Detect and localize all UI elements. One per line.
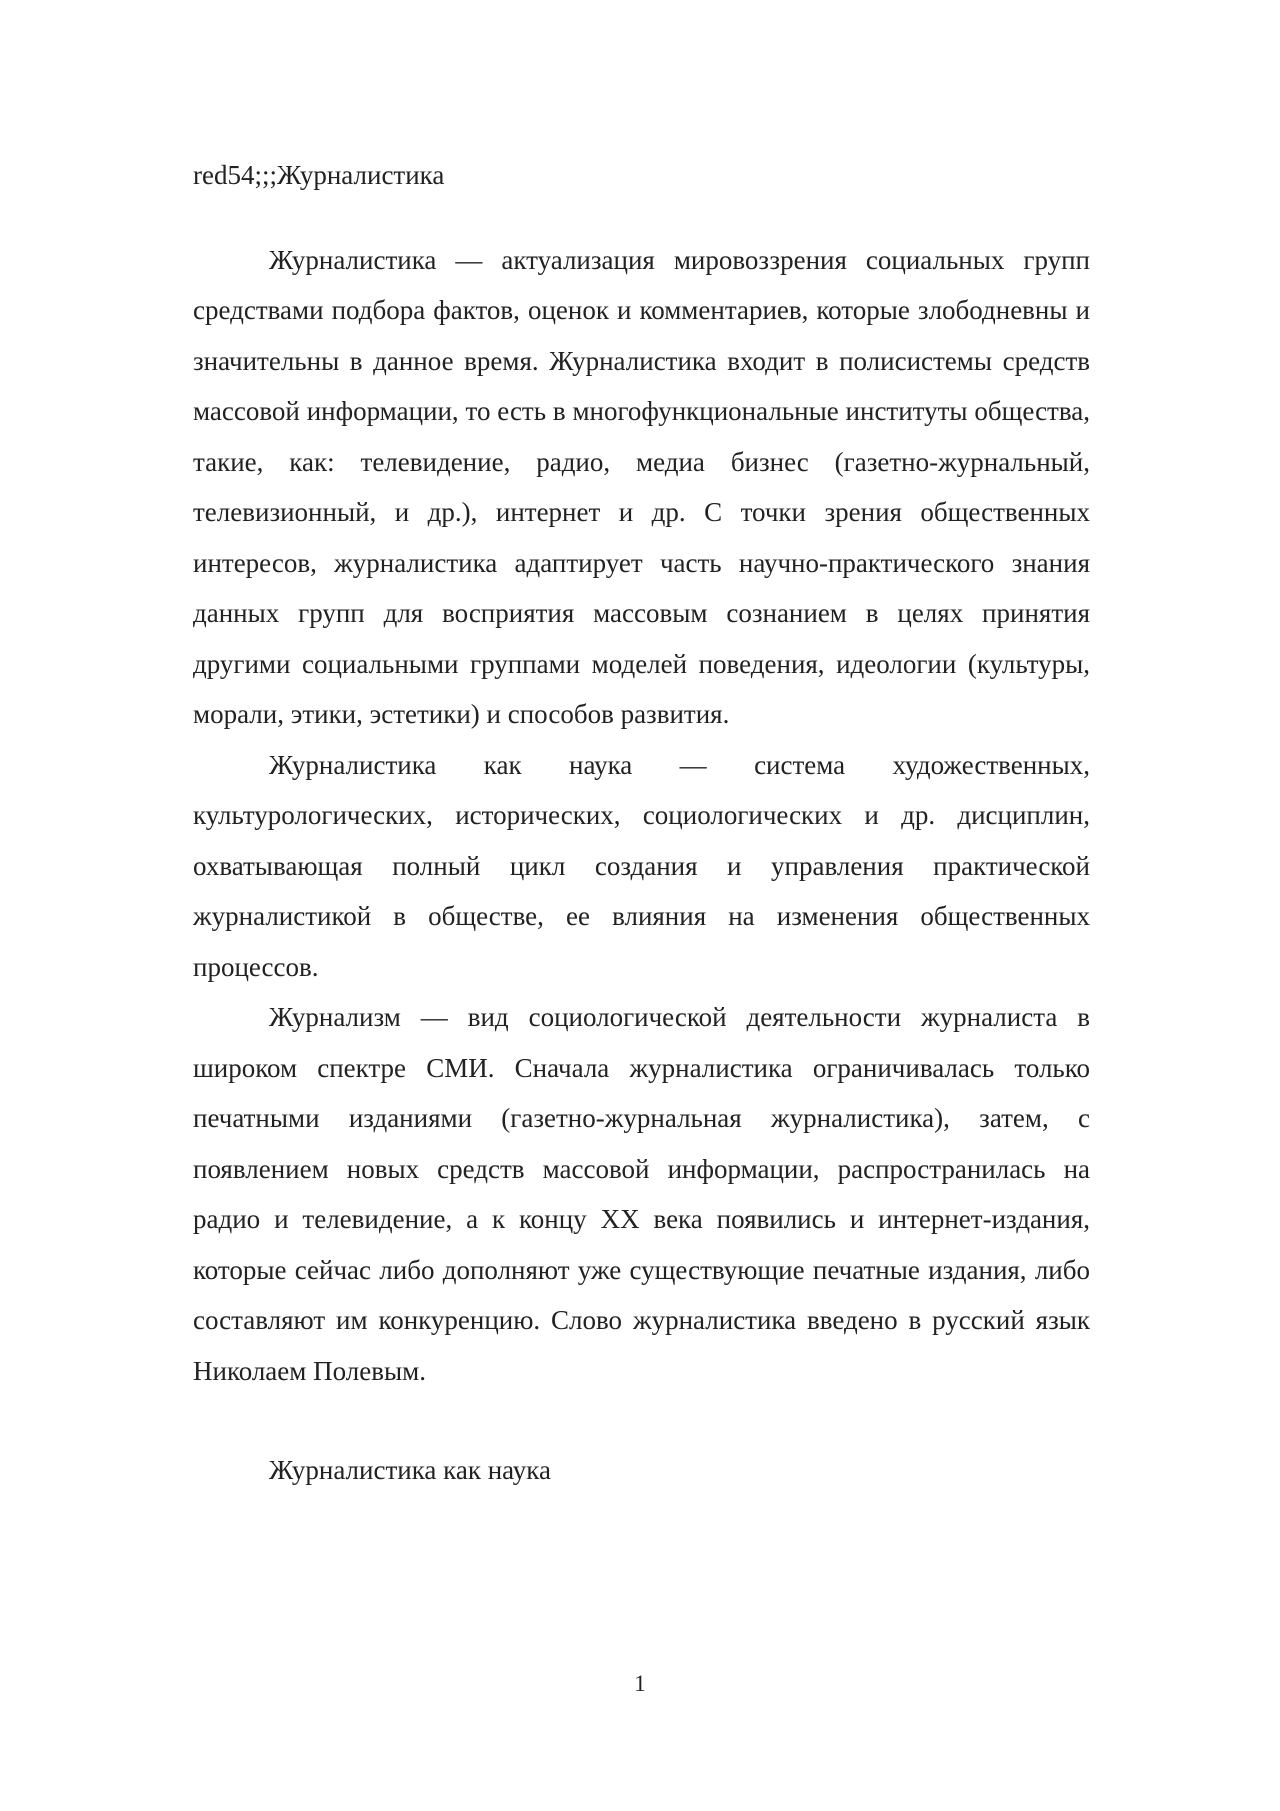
section-subheading: Журналистика как наука — [269, 1455, 551, 1485]
paragraph-journalism: Журнализм — вид социологической деятельности журналиста в широком спектре СМИ. Сначала журналистика ограничивалась только печатными изданиями (газетно-журнальная журналистика), затем, с появлением новых средств массовой информации, распространилась на радио и телевидение, а к концу XX века появились и интернет-издания, которые сейчас либо дополняют уже существующие печатные издания, либо составляют им конкуренцию. Слово журналистика введено в русский язык Николаем Полевым. — [193, 1002, 1090, 1386]
paragraph-definition: Журналистика — актуализация мировоззрения социальных групп средствами подбора фактов, оценок и комментариев, которые злободневны и значительны в данное время. Журналистика входит в полисистемы средств массовой информации, то есть в многофункциональные институты общества, такие, как: телевидение, радио, медиа бизнес (газетно-журнальный, телевизионный, и др.), интернет и др. С точки зрения общественных интересов, журналистика адаптирует часть научно-практического знания данных групп для восприятия массовым сознанием в целях принятия другими социальными группами моделей поведения, идеологии (культуры, морали, этики, эстетики) и способов развития. — [193, 244, 1090, 729]
header-spacer — [193, 201, 1090, 235]
document-body — [193, 150, 1090, 1496]
paragraph-science: Журналистика как наука — система художественных, культурологических, исторических, социологических и др. дисциплин, охватывающая полный цикл создания и управления практической журналистикой в обществе, ее влияния на изменения общественных процессов. — [193, 749, 1090, 982]
document-header: red54;;;Журналистика — [193, 160, 445, 190]
page-number: 1 — [634, 1671, 646, 1696]
